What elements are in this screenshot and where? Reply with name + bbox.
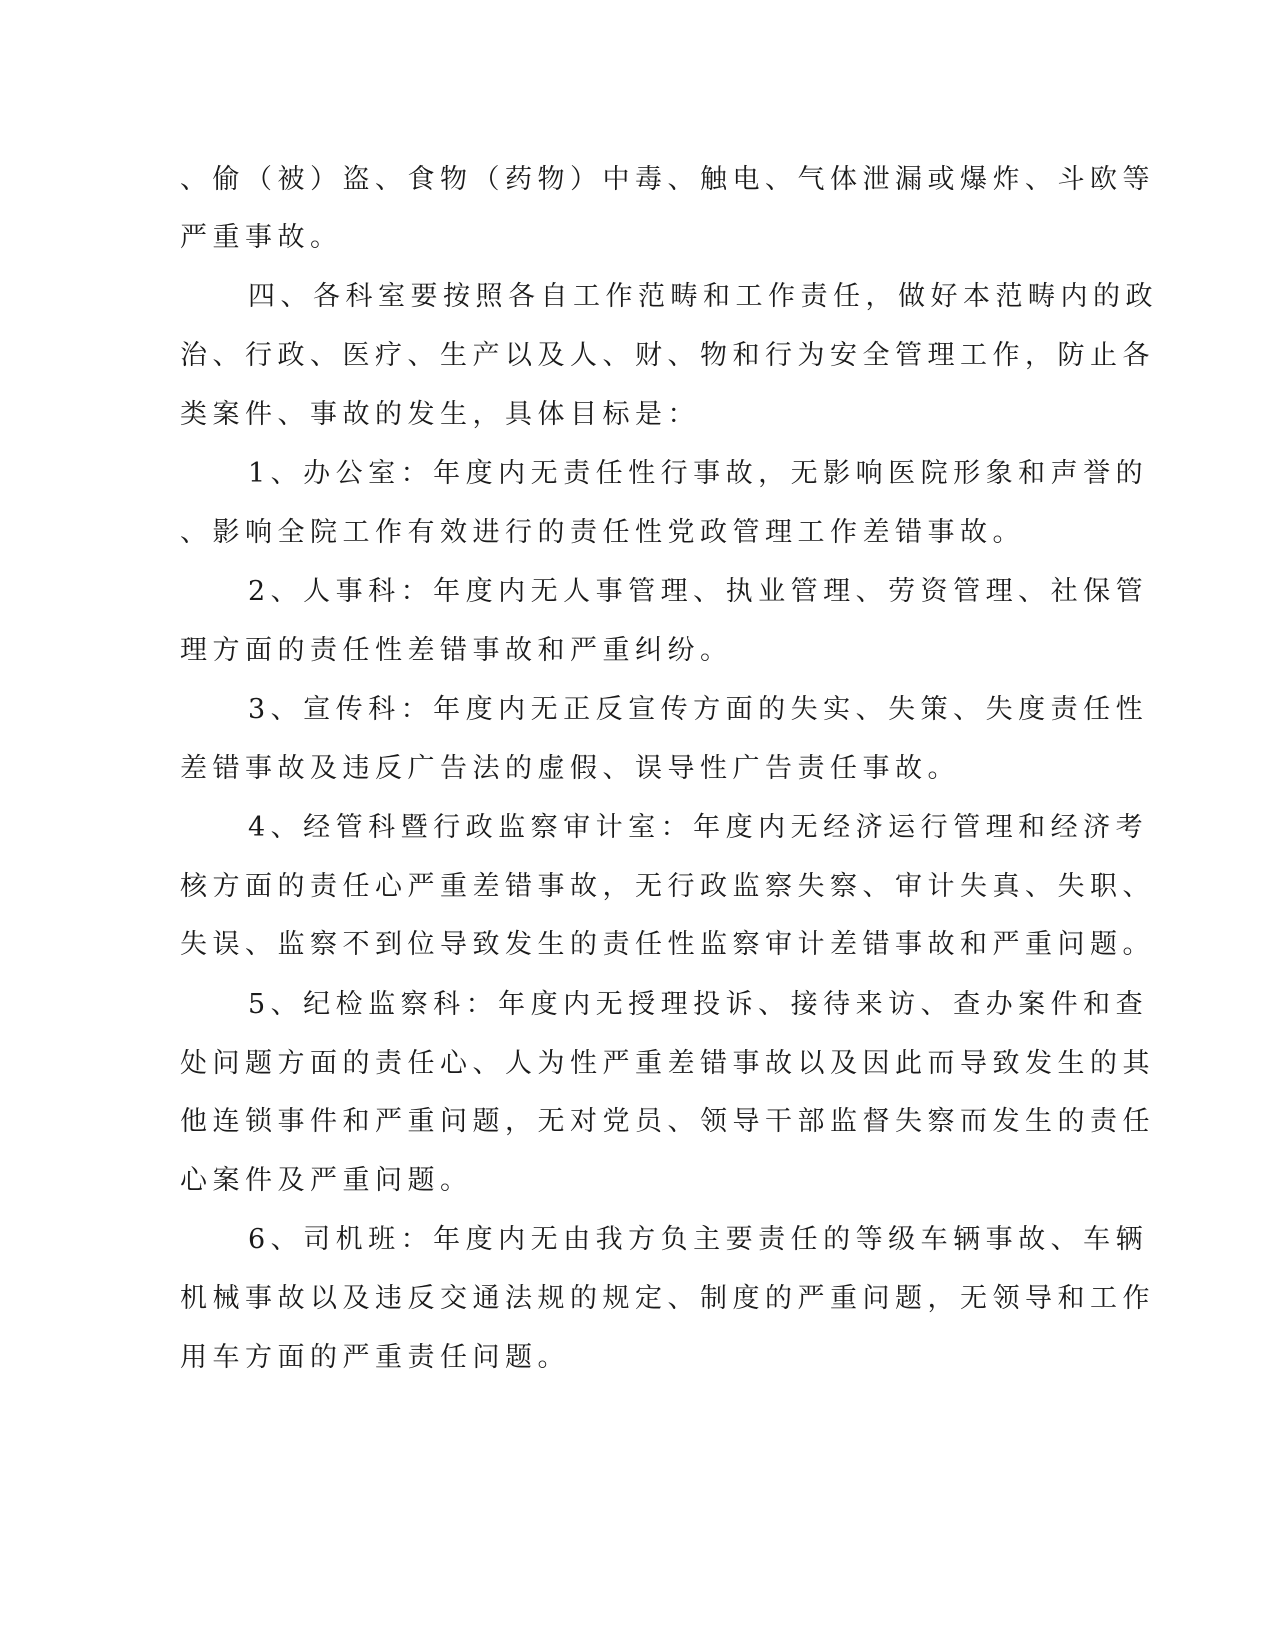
item-management-audit-line: 4、经管科暨行政监察审计室：年度内无经济运行管理和经济考 [248,812,1149,843]
paragraph-four-heading-line: 四、各科室要按照各自工作范畴和工作责任，做好本范畴内的政 [248,281,1158,312]
text-line: 、影响全院工作有效进行的责任性党政管理工作差错事故。 [180,517,1025,548]
text-line: 用车方面的严重责任问题。 [180,1342,570,1373]
text-line: 心案件及严重问题。 [180,1165,473,1196]
text-line: 处问题方面的责任心、人为性严重差错事故以及因此而导致发生的其 [180,1048,1155,1079]
item-publicity-line: 3、宣传科：年度内无正反宣传方面的失实、失策、失度责任性 [248,694,1149,725]
text-line: 差错事故及违反广告法的虚假、误导性广告责任事故。 [180,753,960,784]
text-line: 机械事故以及违反交通法规的规定、制度的严重问题，无领导和工作 [180,1283,1155,1314]
text-line: 类案件、事故的发生，具体目标是： [180,399,700,430]
item-driver-team-line: 6、司机班：年度内无由我方负主要责任的等级车辆事故、车辆 [248,1224,1149,1255]
text-line: 理方面的责任性差错事故和严重纠纷。 [180,635,733,666]
item-office-line: 1、办公室：年度内无责任性行事故，无影响医院形象和声誉的 [248,458,1149,489]
text-line: 他连锁事件和严重问题，无对党员、领导干部监督失察而发生的责任 [180,1106,1155,1137]
item-personnel-line: 2、人事科：年度内无人事管理、执业管理、劳资管理、社保管 [248,576,1149,607]
text-line: 、偷（被）盗、食物（药物）中毒、触电、气体泄漏或爆炸、斗欧等 [180,164,1155,195]
text-line: 核方面的责任心严重差错事故，无行政监察失察、审计失真、失职、 [180,871,1155,902]
item-discipline-line: 5、纪检监察科：年度内无授理投诉、接待来访、查办案件和查 [248,989,1149,1020]
text-line: 治、行政、医疗、生产以及人、财、物和行为安全管理工作，防止各 [180,340,1155,371]
text-line: 严重事故。 [180,222,343,253]
text-line: 失误、监察不到位导致发生的责任性监察审计差错事故和严重问题。 [180,929,1155,960]
